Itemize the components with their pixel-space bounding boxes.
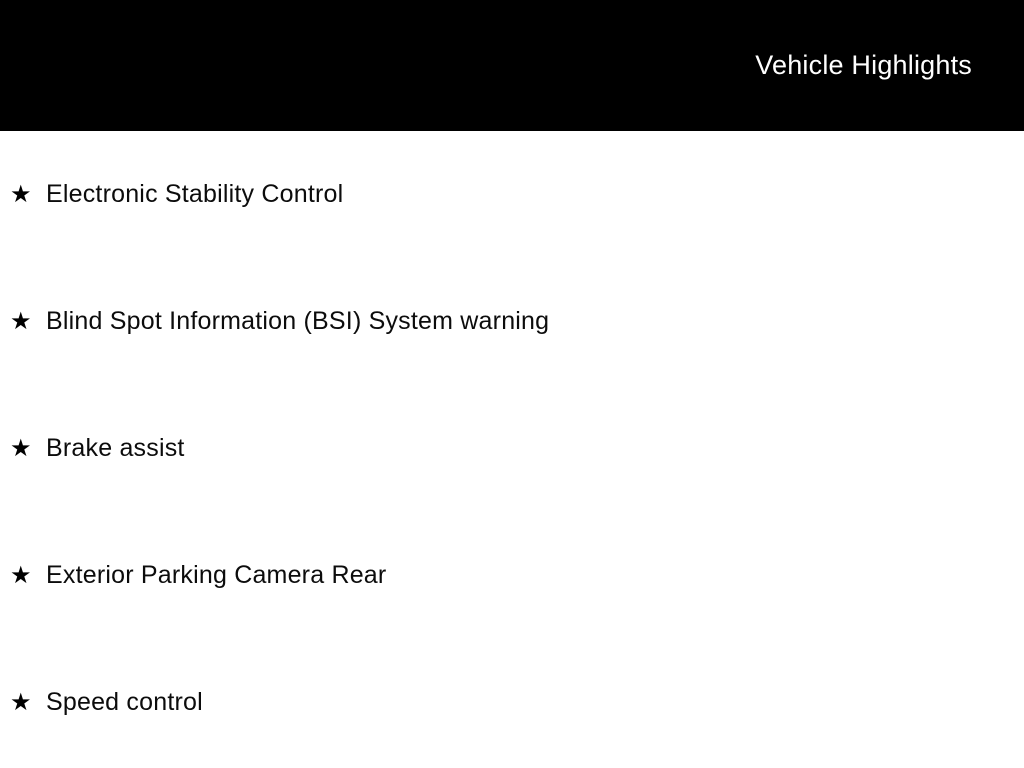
highlight-label: Blind Spot Information (BSI) System warning: [46, 307, 550, 335]
highlight-label: Speed control: [46, 688, 203, 716]
list-item: [0, 512, 1024, 639]
list-item: [0, 639, 1024, 766]
star-icon: ★: [10, 561, 32, 589]
highlights-list: [0, 131, 1024, 766]
list-item: [0, 258, 1024, 385]
list-item: [0, 131, 1024, 258]
page-title: Vehicle Highlights: [755, 50, 972, 80]
star-icon: ★: [10, 688, 32, 716]
highlight-label: Electronic Stability Control: [46, 180, 344, 208]
star-icon: ★: [10, 434, 32, 462]
highlight-label: Brake assist: [46, 434, 185, 462]
star-icon: ★: [10, 307, 32, 335]
star-icon: ★: [10, 180, 32, 208]
header-bar: [0, 0, 1024, 131]
highlight-label: Exterior Parking Camera Rear: [46, 561, 387, 589]
list-item: [0, 385, 1024, 512]
